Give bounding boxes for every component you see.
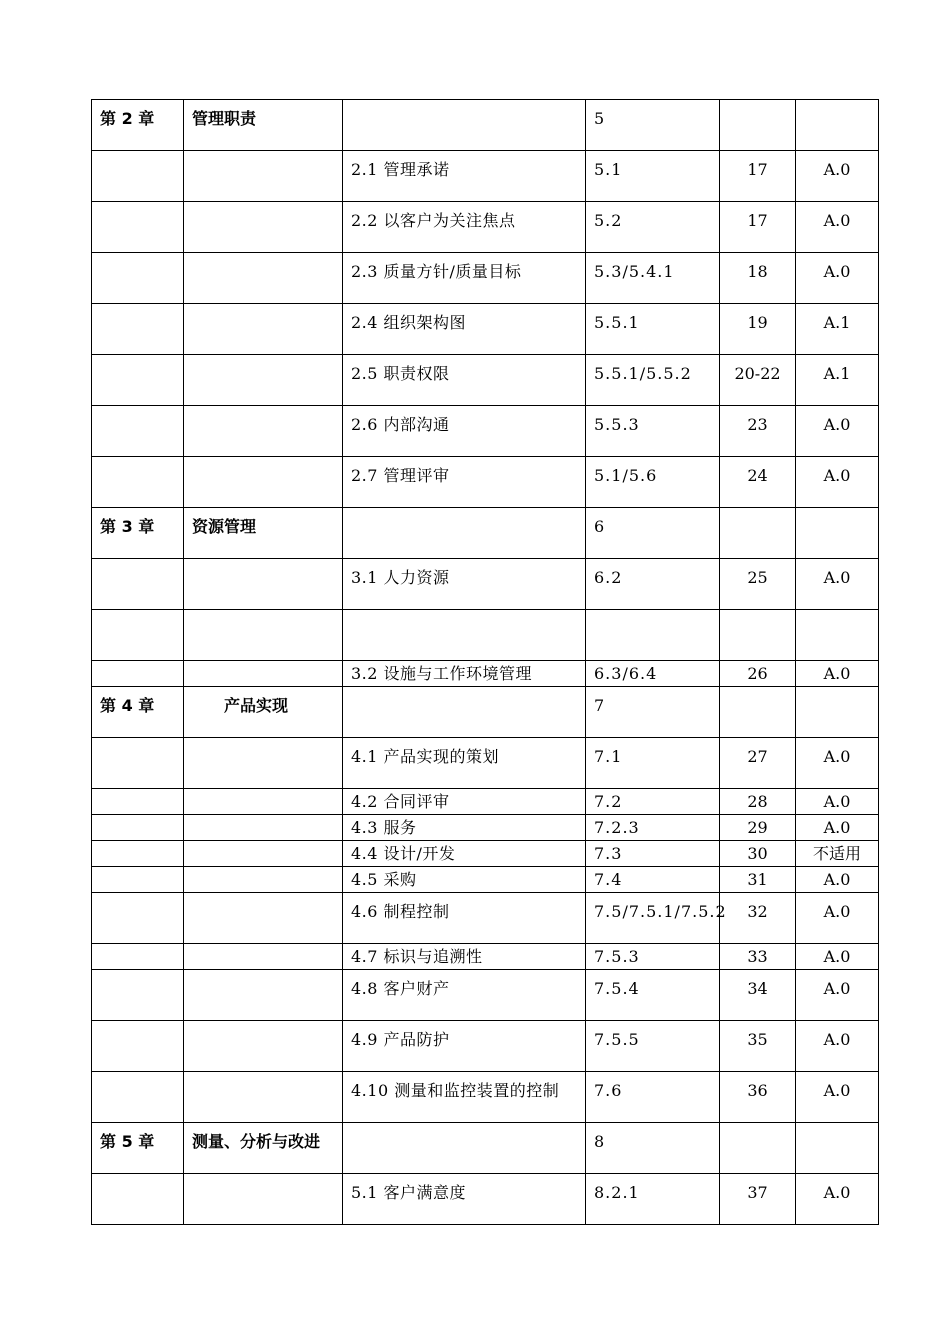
chapter-title bbox=[184, 815, 343, 841]
chapter-number bbox=[92, 559, 184, 610]
version: A.0 bbox=[796, 944, 879, 970]
page-number: 18 bbox=[720, 253, 796, 304]
chapter-number bbox=[92, 1174, 184, 1225]
version bbox=[796, 687, 879, 738]
chapter-number bbox=[92, 815, 184, 841]
section-title bbox=[343, 610, 586, 661]
clause-reference bbox=[586, 610, 720, 661]
section-title: 4.9 产品防护 bbox=[343, 1021, 586, 1072]
chapter-number bbox=[92, 867, 184, 893]
chapter-number bbox=[92, 253, 184, 304]
clause-reference: 5.3/5.4.1 bbox=[586, 253, 720, 304]
section-row bbox=[92, 867, 879, 893]
contents-table bbox=[91, 99, 879, 1225]
page-number: 33 bbox=[720, 944, 796, 970]
section-title: 5.1 客户满意度 bbox=[343, 1174, 586, 1225]
section-row bbox=[92, 1072, 879, 1123]
chapter-title bbox=[184, 610, 343, 661]
clause-reference: 5.1 bbox=[586, 151, 720, 202]
chapter-number bbox=[92, 738, 184, 789]
section-row bbox=[92, 944, 879, 970]
section-title bbox=[343, 508, 586, 559]
chapter-title bbox=[184, 304, 343, 355]
version: A.0 bbox=[796, 253, 879, 304]
page-number bbox=[720, 508, 796, 559]
section-row bbox=[92, 559, 879, 610]
page-number: 28 bbox=[720, 789, 796, 815]
section-title: 2.7 管理评审 bbox=[343, 457, 586, 508]
chapter-number bbox=[92, 789, 184, 815]
section-row bbox=[92, 355, 879, 406]
chapter-row bbox=[92, 100, 879, 151]
chapter-title bbox=[184, 202, 343, 253]
version: A.0 bbox=[796, 867, 879, 893]
section-row bbox=[92, 1021, 879, 1072]
chapter-row bbox=[92, 687, 879, 738]
clause-reference: 6 bbox=[586, 508, 720, 559]
version: A.1 bbox=[796, 304, 879, 355]
section-title: 4.3 服务 bbox=[343, 815, 586, 841]
clause-reference: 7.5.4 bbox=[586, 970, 720, 1021]
section-title: 4.8 客户财产 bbox=[343, 970, 586, 1021]
chapter-number bbox=[92, 970, 184, 1021]
chapter-number bbox=[92, 1021, 184, 1072]
contents-table-body bbox=[92, 100, 879, 1225]
clause-reference: 6.3/6.4 bbox=[586, 661, 720, 687]
chapter-title bbox=[184, 944, 343, 970]
chapter-number bbox=[92, 406, 184, 457]
section-row bbox=[92, 151, 879, 202]
section-title: 3.1 人力资源 bbox=[343, 559, 586, 610]
chapter-title bbox=[184, 867, 343, 893]
section-title: 4.1 产品实现的策划 bbox=[343, 738, 586, 789]
version: A.0 bbox=[796, 559, 879, 610]
chapter-title bbox=[184, 559, 343, 610]
clause-reference: 5.5.3 bbox=[586, 406, 720, 457]
version: A.0 bbox=[796, 1072, 879, 1123]
version: A.1 bbox=[796, 355, 879, 406]
section-title: 4.6 制程控制 bbox=[343, 893, 586, 944]
page-number: 27 bbox=[720, 738, 796, 789]
clause-reference: 5 bbox=[586, 100, 720, 151]
chapter-number bbox=[92, 457, 184, 508]
page-number: 30 bbox=[720, 841, 796, 867]
chapter-number bbox=[92, 202, 184, 253]
chapter-number: 第 5 章 bbox=[92, 1123, 184, 1174]
section-title: 2.5 职责权限 bbox=[343, 355, 586, 406]
section-row bbox=[92, 253, 879, 304]
section-row bbox=[92, 738, 879, 789]
page-number bbox=[720, 100, 796, 151]
chapter-number bbox=[92, 944, 184, 970]
chapter-number bbox=[92, 610, 184, 661]
page-number: 29 bbox=[720, 815, 796, 841]
section-row bbox=[92, 661, 879, 687]
section-title: 4.5 采购 bbox=[343, 867, 586, 893]
page-number: 31 bbox=[720, 867, 796, 893]
section-row bbox=[92, 406, 879, 457]
clause-reference: 7.1 bbox=[586, 738, 720, 789]
clause-reference: 7.4 bbox=[586, 867, 720, 893]
section-row bbox=[92, 610, 879, 661]
chapter-title bbox=[184, 1072, 343, 1123]
section-title: 2.2 以客户为关注焦点 bbox=[343, 202, 586, 253]
page-number: 32 bbox=[720, 893, 796, 944]
chapter-title: 产品实现 bbox=[184, 687, 343, 738]
section-title: 4.4 设计/开发 bbox=[343, 841, 586, 867]
chapter-title: 资源管理 bbox=[184, 508, 343, 559]
section-row bbox=[92, 1174, 879, 1225]
section-row bbox=[92, 841, 879, 867]
chapter-title bbox=[184, 457, 343, 508]
page-number bbox=[720, 610, 796, 661]
clause-reference: 7.5.5 bbox=[586, 1021, 720, 1072]
section-title: 3.2 设施与工作环境管理 bbox=[343, 661, 586, 687]
chapter-number: 第 3 章 bbox=[92, 508, 184, 559]
version: A.0 bbox=[796, 970, 879, 1021]
version: A.0 bbox=[796, 789, 879, 815]
clause-reference: 5.5.1 bbox=[586, 304, 720, 355]
chapter-title: 测量、分析与改进 bbox=[184, 1123, 343, 1174]
section-title: 4.10 测量和监控装置的控制 bbox=[343, 1072, 586, 1123]
clause-reference: 7.3 bbox=[586, 841, 720, 867]
chapter-row bbox=[92, 1123, 879, 1174]
clause-reference: 7.2.3 bbox=[586, 815, 720, 841]
version: A.0 bbox=[796, 151, 879, 202]
chapter-title bbox=[184, 355, 343, 406]
chapter-title bbox=[184, 789, 343, 815]
section-row bbox=[92, 815, 879, 841]
section-title bbox=[343, 100, 586, 151]
chapter-title: 管理职责 bbox=[184, 100, 343, 151]
clause-reference: 8.2.1 bbox=[586, 1174, 720, 1225]
version bbox=[796, 508, 879, 559]
section-title: 4.2 合同评审 bbox=[343, 789, 586, 815]
section-row bbox=[92, 970, 879, 1021]
version bbox=[796, 100, 879, 151]
version: A.0 bbox=[796, 457, 879, 508]
page-number: 20-22 bbox=[720, 355, 796, 406]
clause-reference: 5.1/5.6 bbox=[586, 457, 720, 508]
page-number: 24 bbox=[720, 457, 796, 508]
chapter-row bbox=[92, 508, 879, 559]
section-row bbox=[92, 789, 879, 815]
clause-reference: 5.5.1/5.5.2 bbox=[586, 355, 720, 406]
clause-reference: 7.2 bbox=[586, 789, 720, 815]
page-number: 17 bbox=[720, 202, 796, 253]
clause-reference: 7.5.3 bbox=[586, 944, 720, 970]
version bbox=[796, 1123, 879, 1174]
section-title: 2.6 内部沟通 bbox=[343, 406, 586, 457]
chapter-title bbox=[184, 1174, 343, 1225]
clause-reference: 6.2 bbox=[586, 559, 720, 610]
chapter-title bbox=[184, 893, 343, 944]
section-title bbox=[343, 687, 586, 738]
page-number: 34 bbox=[720, 970, 796, 1021]
page-number: 35 bbox=[720, 1021, 796, 1072]
chapter-number: 第 4 章 bbox=[92, 687, 184, 738]
chapter-number: 第 2 章 bbox=[92, 100, 184, 151]
section-row bbox=[92, 893, 879, 944]
chapter-title bbox=[184, 1021, 343, 1072]
chapter-number bbox=[92, 841, 184, 867]
chapter-number bbox=[92, 661, 184, 687]
page-number: 26 bbox=[720, 661, 796, 687]
chapter-title bbox=[184, 738, 343, 789]
chapter-number bbox=[92, 304, 184, 355]
chapter-number bbox=[92, 355, 184, 406]
version: A.0 bbox=[796, 1174, 879, 1225]
version: A.0 bbox=[796, 738, 879, 789]
section-row bbox=[92, 457, 879, 508]
page-number: 17 bbox=[720, 151, 796, 202]
version: A.0 bbox=[796, 202, 879, 253]
page-number bbox=[720, 1123, 796, 1174]
section-title: 2.1 管理承诺 bbox=[343, 151, 586, 202]
chapter-title bbox=[184, 406, 343, 457]
clause-reference: 8 bbox=[586, 1123, 720, 1174]
section-row bbox=[92, 202, 879, 253]
version bbox=[796, 610, 879, 661]
chapter-number bbox=[92, 1072, 184, 1123]
section-title: 2.3 质量方针/质量目标 bbox=[343, 253, 586, 304]
clause-reference: 7.5/7.5.1/7.5.2 bbox=[586, 893, 720, 944]
chapter-title bbox=[184, 970, 343, 1021]
clause-reference: 7 bbox=[586, 687, 720, 738]
page-number bbox=[720, 687, 796, 738]
page-number: 37 bbox=[720, 1174, 796, 1225]
version: A.0 bbox=[796, 815, 879, 841]
version: A.0 bbox=[796, 661, 879, 687]
page-number: 25 bbox=[720, 559, 796, 610]
chapter-title bbox=[184, 253, 343, 304]
section-title: 4.7 标识与追溯性 bbox=[343, 944, 586, 970]
version: 不适用 bbox=[796, 841, 879, 867]
clause-reference: 7.6 bbox=[586, 1072, 720, 1123]
section-row bbox=[92, 304, 879, 355]
chapter-number bbox=[92, 151, 184, 202]
version: A.0 bbox=[796, 406, 879, 457]
version: A.0 bbox=[796, 893, 879, 944]
section-title: 2.4 组织架构图 bbox=[343, 304, 586, 355]
page-number: 23 bbox=[720, 406, 796, 457]
version: A.0 bbox=[796, 1021, 879, 1072]
section-title bbox=[343, 1123, 586, 1174]
page-number: 19 bbox=[720, 304, 796, 355]
chapter-title bbox=[184, 841, 343, 867]
chapter-title bbox=[184, 661, 343, 687]
clause-reference: 5.2 bbox=[586, 202, 720, 253]
chapter-title bbox=[184, 151, 343, 202]
page-number: 36 bbox=[720, 1072, 796, 1123]
chapter-number bbox=[92, 893, 184, 944]
